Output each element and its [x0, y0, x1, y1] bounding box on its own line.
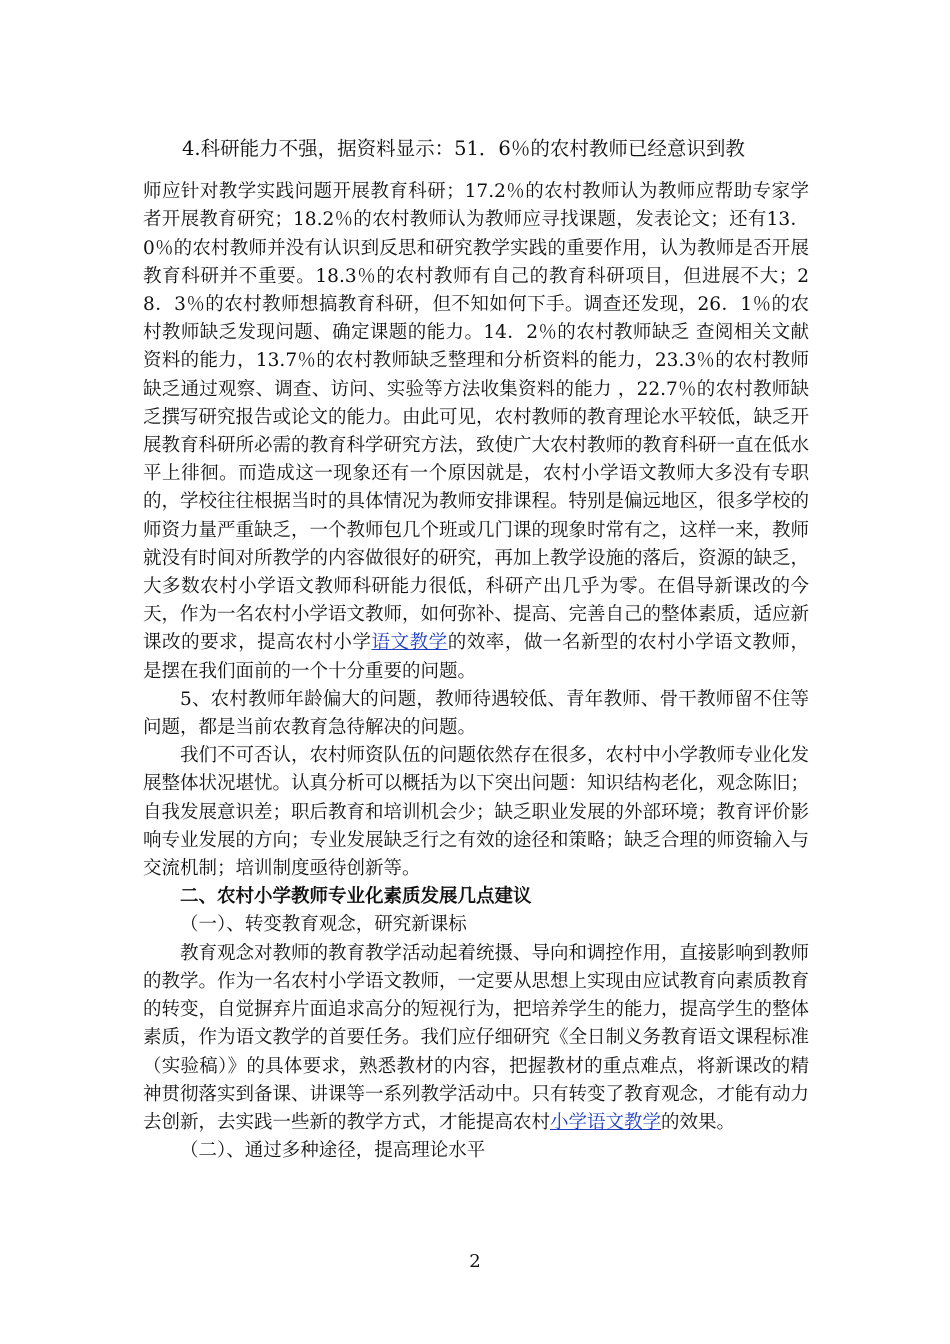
document-body — [143, 135, 809, 1165]
paragraph-text: 师应针对教学实践问题开展教育科研；17.2％的农村教师认为教师应帮助专家学者开展教育研究；18.2％的农村教师认为教师应寻找课题，发表论文；还有13．0％的农村教师并没有认识到反思和研究教学实践的重要作用，认为教师是否开展教育科研并不重要。18.3％的农村教师有自己的教育科研项目，但进展不大；28．3％的农村教师想搞教育科研，但不知如何下手。调查还发现，26．1％的农村教师缺乏发现问题、确定课题的能力。14．2％的农村教师缺乏 查阅相关文献资料的能力，13.7％的农村教师缺乏整理和分析资料的能力，23.3％的农村教师缺乏通过观察、调查、访问、实验等方法收集资料的能力 ，22.7％的农村教师缺乏撰写研究报告或论文的能力。由此可见，农村教师的教育理论水平较低，缺乏开展教育科研所必需的教育科学研究方法，致使广大农村教师的教育科研一直在低水平上徘徊。而造成这一现象还有一个原因就是，农村小学语文教师大多没有专职的，学校往往根据当时的具体情况为教师安排课程。特别是偏远地区，很多学校的师资力量严重缺乏，一个教师包几个班或几门课的现象时常有之，这样一来，教师就没有时间对所教学的内容做很好的研究，再加上教学设施的落后，资源的缺乏，大多数农村小学语文教师科研能力很低，科研产出几乎为零。在倡导新课改的今天，作为一名农村小学语文教师，如何弥补、提高、完善自己的整体素质，适应新课改的要求，提高农村小学 — [143, 181, 810, 654]
paragraph-text: 的效果。 — [661, 1111, 736, 1133]
paragraph-text: 教育观念对教师的教育教学活动起着统摄、导向和调控作用，直接影响到教师的教学。作为一名农村小学语文教师，一定要从思想上实现由应试教育向素质教育的转变，自觉摒弃片面追求高分的短视行为，把培养学生的能力，提高学生的整体素质，作为语文教学的首要任务。我们应仔细研究《全日制义务教育语文课程标准（实验稿）》的具体要求，熟悉教材的内容，把握教材的重点难点，将新课改的精神贯彻落实到备课、讲课等一系列教学活动中。只有转变了教育观念，才能有动力去创新，去实践一些新的教学方式，才能提高农村 — [143, 942, 810, 1133]
subsection-heading-2: （二）、通过多种途径，提高理论水平 — [180, 1140, 486, 1162]
paragraph-research-ability-intro: 4.科研能力不强，据资料显示：51．6％的农村教师已经意识到教 — [182, 137, 745, 160]
paragraph-text: 的效率，做一名新型的农村小学语文教师，是摆在我们面前的一个十分重要的问题。 — [143, 632, 809, 682]
paragraph-teacher-age: 5、农村教师年龄偏大的问题，教师待遇较低、青年教师、骨干教师留不住等问题，都是当前农教育急待解决的问题。 — [143, 688, 809, 739]
subsection-heading-1: （一）、转变教育观念，研究新课标 — [180, 914, 467, 936]
paragraph-research-ability — [143, 178, 809, 686]
link-chinese-teaching[interactable]: 语文教学 — [371, 632, 448, 654]
section-heading: 二、农村小学教师专业化素质发展几点建议 — [180, 886, 532, 908]
paragraph-problems-summary: 我们不可否认，农村师资队伍的问题依然存在很多，农村中小学教师专业化发展整体状况堪忧。认真分析可以概括为以下突出问题：知识结构老化，观念陈旧；自我发展意识差；职后教育和培训机会少；缺乏职业发展的外部环境；教育评价影响专业发展的方向；专业发展缺乏行之有效的途径和策略；缺乏合理的师资输入与交流机制；培训制度亟待创新等。 — [143, 745, 810, 880]
paragraph-education-concept — [143, 940, 809, 1137]
link-primary-chinese-teaching[interactable]: 小学语文教学 — [550, 1111, 662, 1133]
page-number: 2 — [469, 1251, 481, 1272]
